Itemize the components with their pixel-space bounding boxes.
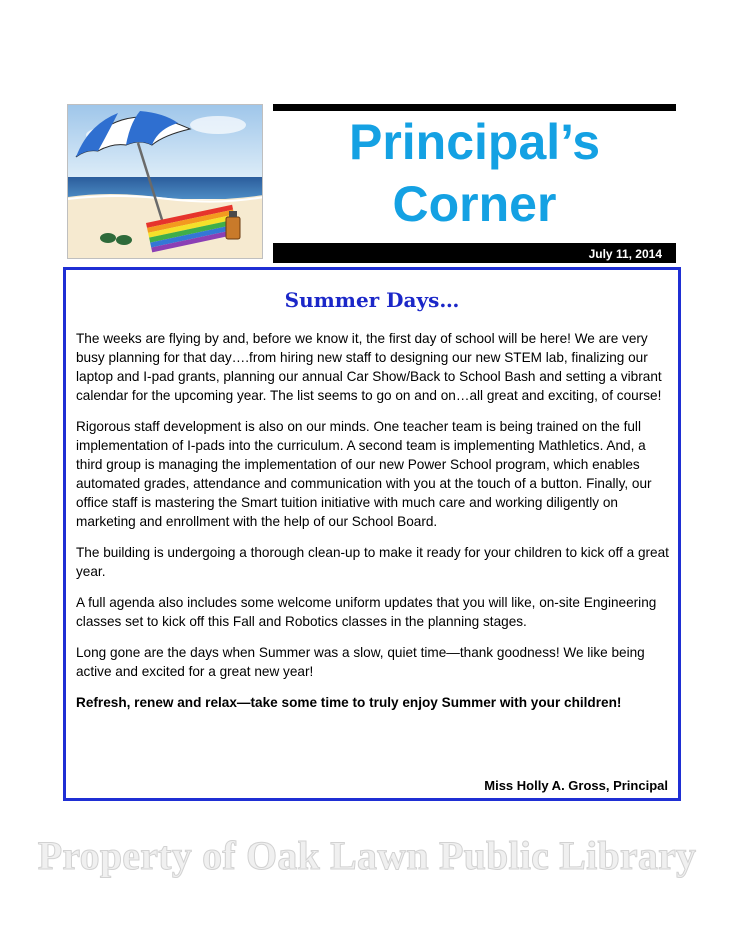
signature: Miss Holly A. Gross, Principal	[484, 778, 668, 793]
article-paragraph: The building is undergoing a thorough clean-up to make it ready for your children to kick off a great year.	[76, 545, 669, 579]
article-paragraph: Rigorous staff development is also on our minds. One teacher team is being trained on the full implementation of I-pads into the curriculum. A second team is implementing Mathletics. And, a third group is managing the implementation of our new Power School program, which enables automated grades, attendance and communication with you at the touch of a button. Finally, our office staff is mastering the Smart tuition initiative with much care and working diligently on marketing and enrollment with the help of our School Board.	[76, 419, 652, 529]
article-paragraph: The weeks are flying by and, before we know it, the first day of school will be here! We are very busy planning for that day….from hiring new staff to designing our new STEM lab, finalizing our laptop and I-pad grants, planning our annual Car Show/Back to School Bash and setting a vibrant calendar for the upcoming year. The list seems to go on and on…all great and exciting, of course!	[76, 331, 662, 403]
library-watermark: Property of Oak Lawn Public Library	[37, 833, 697, 878]
masthead-top-rule	[273, 104, 676, 111]
date-bar	[273, 243, 676, 263]
article-paragraph: Long gone are the days when Summer was a slow, quiet time—thank goodness! We like being active and excited for a great new year!	[76, 645, 645, 679]
article-box	[63, 267, 681, 801]
masthead-title-line1: Principal’s	[348, 114, 601, 170]
issue-date: July 11, 2014	[588, 247, 662, 261]
masthead-title-line2: Corner	[392, 176, 557, 232]
article-body	[76, 329, 672, 724]
closing-line: Refresh, renew and relax—take some time to truly enjoy Summer with your children!	[76, 695, 622, 710]
article-headline: Summer Days…	[284, 288, 460, 312]
masthead-title	[273, 111, 676, 235]
article-paragraph: A full agenda also includes some welcome uniform updates that you will like, on-site Engineering classes set to kick off this Fall and Robotics classes in the planning stages.	[76, 595, 657, 629]
beach-umbrella-illustration	[67, 104, 263, 259]
